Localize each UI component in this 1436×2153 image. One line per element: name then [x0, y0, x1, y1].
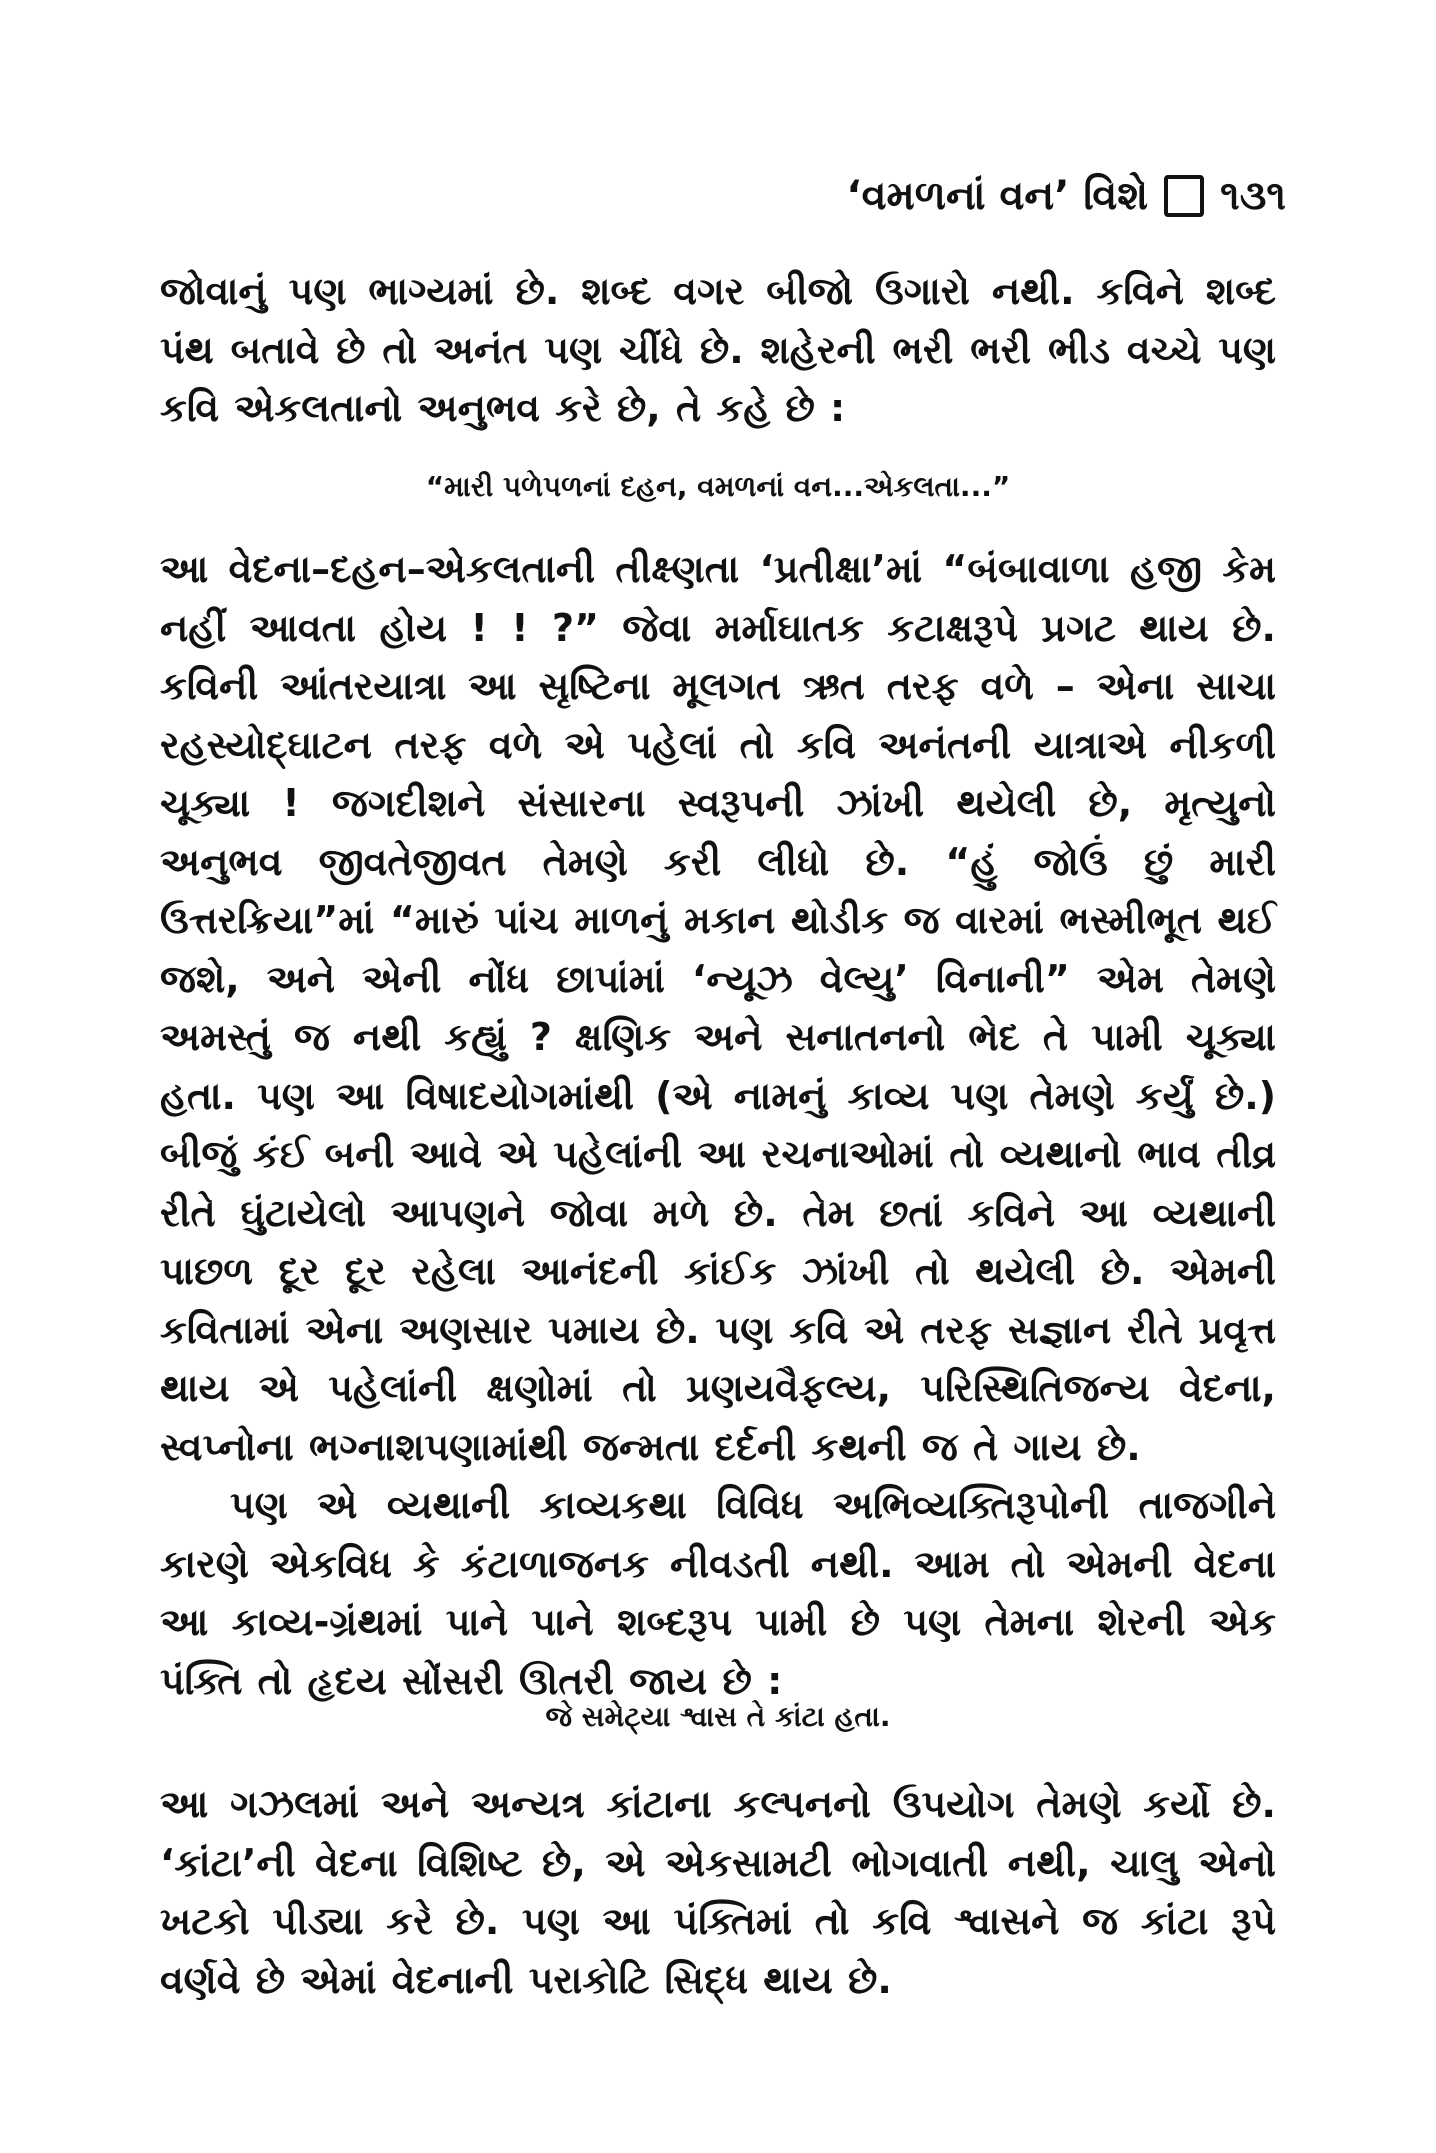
page-number: ૧૩૧: [1220, 173, 1286, 219]
quote-1: “મારી પળેપળનાં દહન, વમળનાં વન...એકલતા...”: [425, 470, 1011, 503]
paragraph-2: આ વેદના–દહન–એકલતાની તીક્ષ્ણતા ‘પ્રતીક્ષા’માં “બંબાવાળા હજી કેમ નહીં આવતા હોય ! ! ?” જેવા મર્માઘાતક કટાક્ષરૂપે પ્રગટ થાય છે. કવિની આંતરયાત્રા આ સૃષ્ટિના મૂલગત ઋત તરફ વળે – એના સાચા રહસ્યોદ્ઘાટન તરફ વળે એ પહેલાં તો કવિ અનંતની યાત્રાએ નીકળી ચૂક્યા ! જગદીશને સંસારના સ્વરૂપની ઝાંખી થયેલી છે, મૃત્યુનો અનુભવ જીવતેજીવત તેમણે કરી લીધો છે. “હું જોઉં છું મારી ઉત્તરક્રિયા”માં “મારું પાંચ માળનું મકાન થોડીક જ વારમાં ભસ્મીભૂત થઈ જશે, અને એની નોંધ છાપાંમાં ‘ન્યૂઝ વેલ્યુ’ વિનાની” એમ તેમણે અમસ્તું જ નથી કહ્યું ? ક્ષણિક અને સનાતનનો ભેદ તે પામી ચૂક્યા હતા. પણ આ વિષાદયોગમાંથી (એ નામનું કાવ્ય પણ તેમણે કર્યું છે.) બીજું કંઈ બની આવે એ પહેલાંની આ રચનાઓમાં તો વ્યથાનો ભાવ તીવ્ર રીતે ઘુંટાયેલો આપણને જોવા મળે છે. તેમ છતાં કવિને આ વ્યથાની પાછળ દૂર દૂર રહેલા આનંદની કાંઈક ઝાંખી તો થયેલી છે. એમની કવિતામાં એના અણસાર પમાય છે. પણ કવિ એ તરફ સજ્ઞાન રીતે પ્રવૃત્ત થાય એ પહેલાંની ક્ષણોમાં તો પ્રણયવૈફલ્ય, પરિસ્થિતિજન્ય વેદના, સ્વપ્નોના ભગ્નાશપણામાંથી જન્મતા દર્દની કથની જ તે ગાય છે.: [160, 547, 1276, 1469]
header-title: ‘વમળનાં વન’ વિશે: [846, 173, 1149, 219]
paragraph-1: જોવાનું પણ ભાગ્યમાં છે. શબ્દ વગર બીજો ઉગારો નથી. કવિને શબ્દ પંથ બતાવે છે તો અનંત પણ ચીંધે છે. શહેરની ભરી ભરી ભીડ વચ્ચે પણ કવિ એકલતાનો અનુભવ કરે છે, તે કહે છે :: [160, 269, 1276, 430]
quote-2: જે સમેટ્યા શ્વાસ તે કાંટા હતા.: [545, 1700, 891, 1733]
header-box-ornament: [1164, 175, 1204, 217]
running-header: [846, 166, 1286, 226]
paragraph-3: પણ એ વ્યથાની કાવ્યકથા વિવિધ અભિવ્યક્તિરૂપોની તાજગીને કારણે એકવિધ કે કંટાળાજનક નીવડતી નથી. આમ તો એમની વેદના આ કાવ્ય-ગ્રંથમાં પાને પાને શબ્દરૂપ પામી છે પણ તેમના શેરની એક પંક્તિ તો હૃદય સોંસરી ઊતરી જાય છે :: [160, 1483, 1276, 1703]
paragraph-4: આ ગઝલમાં અને અન્યત્ર કાંટાના કલ્પનનો ઉપયોગ તેમણે કર્યો છે. ‘કાંટા’ની વેદના વિશિષ્ટ છે, એ એકસામટી ભોગવાતી નથી, ચાલુ એનો ખટકો પીડ્યા કરે છે. પણ આ પંક્તિમાં તો કવિ શ્વાસને જ કાંટા રૂપે વર્ણવે છે એમાં વેદનાની પરાકોટિ સિદ્ધ થાય છે.: [160, 1782, 1276, 2002]
paragraph-4-block: [160, 1775, 1276, 2009]
paragraph-2-block: [160, 540, 1276, 1710]
paragraph-1-block: [160, 262, 1276, 438]
